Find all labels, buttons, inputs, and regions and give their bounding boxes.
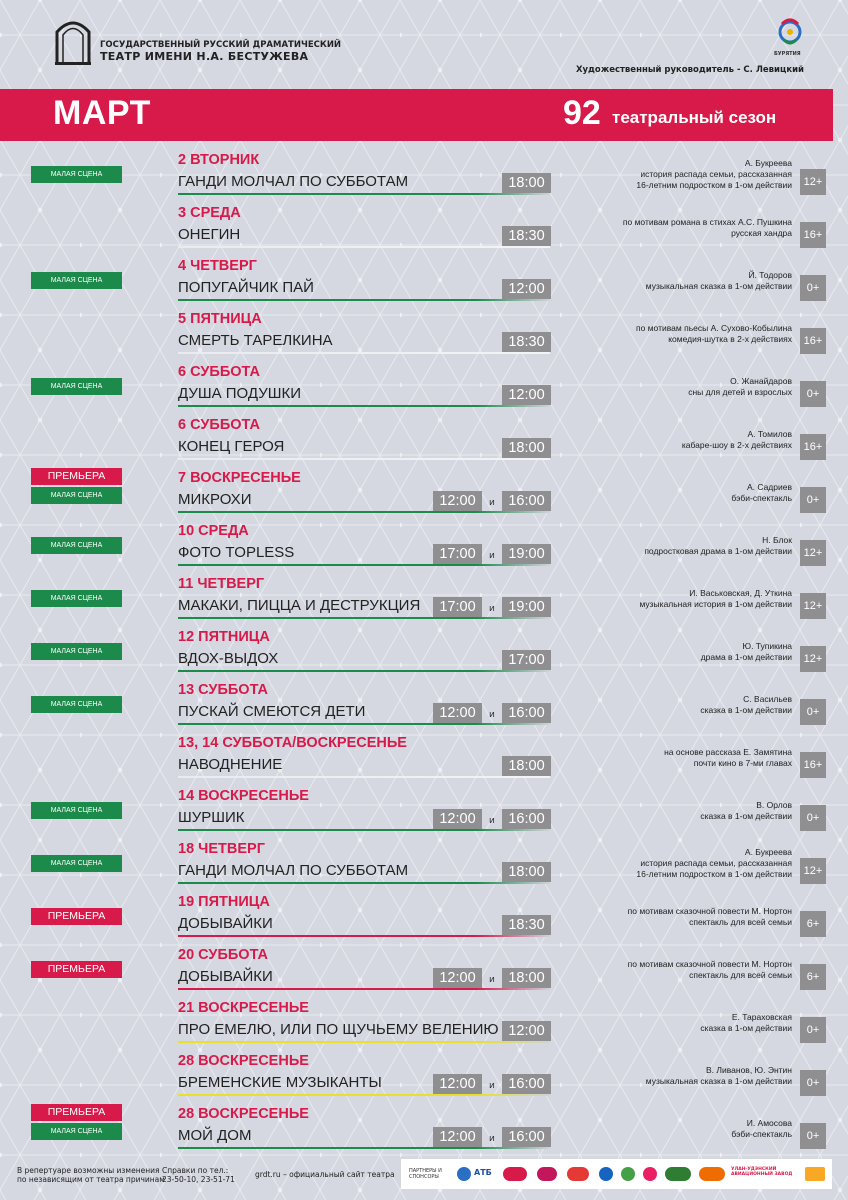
description-line: И. Амосова <box>746 1118 792 1128</box>
show-date: 5 ПЯТНИЦА <box>178 311 262 327</box>
small-stage-badge: МАЛАЯ СЦЕНА <box>31 643 122 660</box>
show-title[interactable]: МОЙ ДОМ <box>178 1127 252 1144</box>
description-line: А. Букреева <box>744 158 792 168</box>
showtime[interactable]: 19:00 <box>502 544 551 564</box>
show-date: 2 ВТОРНИК <box>178 152 260 168</box>
small-stage-badge: МАЛАЯ СЦЕНА <box>31 487 122 504</box>
description-line: 16-летним подростком в 1-ом действии <box>636 180 792 190</box>
showtime[interactable]: 12:00 <box>433 1127 482 1147</box>
month-title: МАРТ <box>53 94 151 132</box>
schedule-row[interactable] <box>0 415 848 467</box>
age-rating-badge: 0+ <box>800 1070 826 1096</box>
small-stage-badge: МАЛАЯ СЦЕНА <box>31 696 122 713</box>
schedule-row[interactable] <box>0 998 848 1050</box>
description-line: музыкальная сказка в 1-ом действии <box>645 1076 792 1086</box>
show-title[interactable]: МАКАКИ, ПИЦЦА И ДЕСТРУКЦИЯ <box>178 597 421 614</box>
time-connector: и <box>489 816 495 826</box>
description-line: по мотивам сказочной повести М. Нортон <box>627 906 792 916</box>
showtime[interactable]: 12:00 <box>433 968 482 988</box>
small-stage-badge: МАЛАЯ СЦЕНА <box>31 537 122 554</box>
footer-phones-numbers: 23-50-10, 23-51-71 <box>162 1175 235 1184</box>
partners-strip <box>401 1159 832 1189</box>
age-rating-badge: 12+ <box>800 646 826 672</box>
schedule-row[interactable] <box>0 733 848 785</box>
schedule-row[interactable] <box>0 468 848 520</box>
show-date: 18 ЧЕТВЕРГ <box>178 841 265 857</box>
theatre-name <box>100 39 341 63</box>
time-connector: и <box>489 498 495 508</box>
show-date: 28 ВОСКРЕСЕНЬЕ <box>178 1053 309 1069</box>
description-line: комедия-шутка в 2-х действиях <box>668 334 792 344</box>
show-date: 6 СУББОТА <box>178 417 260 433</box>
description-line: кабаре-шоу в 2-х действиях <box>681 440 792 450</box>
small-stage-badge: МАЛАЯ СЦЕНА <box>31 166 122 183</box>
age-rating-badge: 16+ <box>800 434 826 460</box>
artistic-director: Художественный руководитель - С. Левицкий <box>575 65 804 75</box>
age-rating-badge: 0+ <box>800 1123 826 1149</box>
showtime[interactable]: 18:30 <box>502 226 551 246</box>
description-line: музыкальная сказка в 1-ом действии <box>645 281 792 291</box>
partner-logo-icon <box>537 1167 557 1181</box>
row-underline <box>178 246 550 248</box>
show-description <box>512 535 792 557</box>
age-rating-badge: 6+ <box>800 911 826 937</box>
schedule-row[interactable] <box>0 786 848 838</box>
age-rating-badge: 12+ <box>800 858 826 884</box>
description-line: русская хандра <box>731 228 792 238</box>
season-label: театральный сезон <box>612 108 777 127</box>
show-date: 13 СУББОТА <box>178 682 268 698</box>
row-underline <box>178 617 550 619</box>
show-date: 19 ПЯТНИЦА <box>178 894 270 910</box>
show-description <box>512 270 792 292</box>
footer-notice-line: по независящим от театра причинам <box>17 1175 165 1184</box>
premiere-badge: ПРЕМЬЕРА <box>31 1104 122 1121</box>
show-description <box>512 158 792 191</box>
show-title[interactable]: МИКРОХИ <box>178 491 252 508</box>
description-line: А. Садриев <box>746 482 792 492</box>
buryatia-logo <box>772 14 808 54</box>
description-line: история распада семьи, рассказанная <box>640 169 792 179</box>
premiere-badge: ПРЕМЬЕРА <box>31 961 122 978</box>
theatre-name-line1: ГОСУДАРСТВЕННЫЙ РУССКИЙ ДРАМАТИЧЕСКИЙ <box>100 40 342 50</box>
showtime[interactable]: 18:30 <box>502 332 551 352</box>
description-line: по мотивам пьесы А. Сухово-Кобылина <box>636 323 792 333</box>
showtime[interactable]: 18:00 <box>502 756 551 776</box>
footer-notice <box>17 1166 165 1184</box>
age-rating-badge: 0+ <box>800 381 826 407</box>
show-date: 13, 14 СУББОТА/ВОСКРЕСЕНЬЕ <box>178 735 407 751</box>
show-title[interactable]: ДОБЫВАЙКИ <box>178 915 273 932</box>
age-rating-badge: 12+ <box>800 169 826 195</box>
showtime[interactable]: 18:30 <box>502 915 551 935</box>
showtime[interactable]: 18:00 <box>502 438 551 458</box>
row-underline <box>178 193 550 195</box>
schedule-row[interactable] <box>0 627 848 679</box>
showtime[interactable]: 17:00 <box>433 597 482 617</box>
description-line: 16-летним подростком в 1-ом действии <box>636 869 792 879</box>
age-rating-badge: 0+ <box>800 487 826 513</box>
row-underline <box>178 882 550 884</box>
time-connector: и <box>489 1081 495 1091</box>
partners-label <box>409 1168 442 1180</box>
description-line: сказка в 1-ом действии <box>700 705 792 715</box>
description-line: А. Томилов <box>747 429 792 439</box>
description-line: Ю. Тупикина <box>742 641 792 651</box>
small-stage-badge: МАЛАЯ СЦЕНА <box>31 802 122 819</box>
show-title[interactable]: ПУСКАЙ СМЕЮТСЯ ДЕТИ <box>178 703 366 720</box>
showtime[interactable]: 18:00 <box>502 862 551 882</box>
footer-phones <box>162 1166 235 1184</box>
row-underline <box>178 1094 550 1096</box>
theatre-logo <box>53 18 93 66</box>
row-underline <box>178 352 550 354</box>
showtime[interactable]: 18:00 <box>502 173 551 193</box>
show-title[interactable]: ВДОХ-ВЫДОХ <box>178 650 279 667</box>
small-stage-badge: МАЛАЯ СЦЕНА <box>31 1123 122 1140</box>
showtime[interactable]: 17:00 <box>433 544 482 564</box>
row-underline <box>178 458 550 460</box>
schedule-row[interactable] <box>0 839 848 891</box>
small-stage-badge: МАЛАЯ СЦЕНА <box>31 855 122 872</box>
schedule-row[interactable] <box>0 945 848 997</box>
description-line: бэби-спектакль <box>731 1129 792 1139</box>
showtime[interactable]: 12:00 <box>502 279 551 299</box>
showtime[interactable]: 16:00 <box>502 809 551 829</box>
age-rating-badge: 6+ <box>800 964 826 990</box>
row-underline <box>178 564 550 566</box>
show-description <box>512 217 792 239</box>
show-description <box>512 906 792 928</box>
partner-logo-icon <box>643 1167 657 1181</box>
description-line: на основе рассказа Е. Замятина <box>664 747 792 757</box>
showtime[interactable]: 19:00 <box>502 597 551 617</box>
description-line: Е. Тараховская <box>731 1012 792 1022</box>
partner-logo-icon <box>503 1167 527 1181</box>
show-date: 20 СУББОТА <box>178 947 268 963</box>
small-stage-badge: МАЛАЯ СЦЕНА <box>31 378 122 395</box>
show-description <box>512 1065 792 1087</box>
show-title[interactable]: ГАНДИ МОЛЧАЛ ПО СУББОТАМ <box>178 173 409 190</box>
schedule-row[interactable] <box>0 256 848 308</box>
show-date: 7 ВОСКРЕСЕНЬЕ <box>178 470 301 486</box>
show-description <box>512 747 792 769</box>
show-date: 14 ВОСКРЕСЕНЬЕ <box>178 788 309 804</box>
footer-notice-line: В репертуаре возможны изменения <box>17 1166 160 1175</box>
region-name: БУРЯТИЯ <box>774 51 801 57</box>
row-underline <box>178 988 550 990</box>
show-title[interactable]: НАВОДНЕНИЕ <box>178 756 283 773</box>
age-rating-badge: 16+ <box>800 328 826 354</box>
showtime[interactable]: 12:00 <box>433 703 482 723</box>
premiere-badge: ПРЕМЬЕРА <box>31 468 122 485</box>
show-date: 11 ЧЕТВЕРГ <box>178 576 265 592</box>
footer-site[interactable]: grdt.ru – официальный сайт театра <box>255 1170 395 1179</box>
showtime[interactable]: 18:00 <box>502 968 551 988</box>
show-description <box>512 641 792 663</box>
partner-logo-icon <box>699 1167 725 1181</box>
age-rating-badge: 0+ <box>800 275 826 301</box>
description-line: В. Орлов <box>756 800 792 810</box>
show-date: 3 СРЕДА <box>178 205 241 221</box>
show-description <box>512 847 792 880</box>
description-line: Й. Тодоров <box>748 270 792 280</box>
row-underline <box>178 935 550 937</box>
partner-uuaz-logo: УЛАН-УДЭНСКИЙ АВИАЦИОННЫЙ ЗАВОД <box>731 1167 793 1177</box>
show-date: 10 СРЕДА <box>178 523 249 539</box>
row-underline <box>178 1147 550 1149</box>
show-date: 21 ВОСКРЕСЕНЬЕ <box>178 1000 309 1016</box>
show-description <box>512 694 792 716</box>
age-rating-badge: 12+ <box>800 593 826 619</box>
show-description <box>512 800 792 822</box>
showtime[interactable]: 12:00 <box>433 1074 482 1094</box>
showtime[interactable]: 12:00 <box>433 809 482 829</box>
row-underline <box>178 670 550 672</box>
description-line: спектакль для всей семьи <box>689 970 792 980</box>
time-connector: и <box>489 551 495 561</box>
row-underline <box>178 829 550 831</box>
show-description <box>512 323 792 345</box>
show-description <box>512 1012 792 1034</box>
showtime[interactable]: 16:00 <box>502 1127 551 1147</box>
showtime[interactable]: 16:00 <box>502 1074 551 1094</box>
description-line: сны для детей и взрослых <box>688 387 792 397</box>
partner-logo-icon <box>567 1167 589 1181</box>
showtime[interactable]: 12:00 <box>502 385 551 405</box>
footer-phones-label: Справки по тел.: <box>162 1166 229 1175</box>
description-line: подростковая драма в 1-ом действии <box>644 546 792 556</box>
schedule-row[interactable] <box>0 892 848 944</box>
schedule-row[interactable] <box>0 680 848 732</box>
show-title[interactable]: СМЕРТЬ ТАРЕЛКИНА <box>178 332 333 349</box>
schedule-row[interactable] <box>0 521 848 573</box>
schedule-row[interactable] <box>0 362 848 414</box>
description-line: по мотивам романа в стихах А.С. Пушкина <box>622 217 792 227</box>
description-line: по мотивам сказочной повести М. Нортон <box>627 959 792 969</box>
show-description <box>512 959 792 981</box>
row-underline <box>178 776 550 778</box>
schedule-row[interactable] <box>0 150 848 202</box>
row-underline <box>178 511 550 513</box>
partners-label-line: СПОНСОРЫ <box>409 1174 439 1180</box>
show-description <box>512 429 792 451</box>
showtime[interactable]: 12:00 <box>433 491 482 511</box>
premiere-badge: ПРЕМЬЕРА <box>31 908 122 925</box>
description-line: драма в 1-ом действии <box>700 652 792 662</box>
partner-logo-icon <box>805 1167 825 1181</box>
show-title[interactable]: ДОБЫВАЙКИ <box>178 968 273 985</box>
show-description <box>512 1118 792 1140</box>
show-description <box>512 588 792 610</box>
partner-logo-icon <box>665 1167 691 1181</box>
show-description <box>512 482 792 504</box>
description-line: В. Ливанов, Ю. Энтин <box>706 1065 792 1075</box>
show-date: 12 ПЯТНИЦА <box>178 629 270 645</box>
row-underline <box>178 1041 550 1043</box>
row-underline <box>178 723 550 725</box>
age-rating-badge: 0+ <box>800 1017 826 1043</box>
schedule-row[interactable] <box>0 1051 848 1103</box>
small-stage-badge: МАЛАЯ СЦЕНА <box>31 590 122 607</box>
schedule-row[interactable] <box>0 309 848 361</box>
age-rating-badge: 16+ <box>800 222 826 248</box>
schedule-row[interactable] <box>0 1104 848 1156</box>
description-line: И. Васьковская, Д. Уткина <box>689 588 792 598</box>
row-underline <box>178 299 550 301</box>
theatre-name-line2: ТЕАТР ИМЕНИ Н.А. БЕСТУЖЕВА <box>100 50 309 63</box>
partner-atb-logo: АТБ <box>474 1168 492 1177</box>
time-connector: и <box>489 975 495 985</box>
showtime[interactable]: 16:00 <box>502 703 551 723</box>
schedule-row[interactable] <box>0 574 848 626</box>
time-connector: и <box>489 604 495 614</box>
showtime[interactable]: 12:00 <box>502 1021 551 1041</box>
show-title[interactable]: ПРО ЕМЕЛЮ, ИЛИ ПО ЩУЧЬЕМУ ВЕЛЕНИЮ <box>178 1021 499 1038</box>
show-description <box>512 376 792 398</box>
schedule-row[interactable] <box>0 203 848 255</box>
age-rating-badge: 0+ <box>800 699 826 725</box>
show-date: 4 ЧЕТВЕРГ <box>178 258 257 274</box>
time-connector: и <box>489 710 495 720</box>
show-title[interactable]: ШУРШИК <box>178 809 245 826</box>
description-line: Н. Блок <box>762 535 792 545</box>
description-line: сказка в 1-ом действии <box>700 1023 792 1033</box>
show-title[interactable]: ГАНДИ МОЛЧАЛ ПО СУББОТАМ <box>178 862 409 879</box>
show-date: 6 СУББОТА <box>178 364 260 380</box>
description-line: почти кино в 7-ми главах <box>693 758 792 768</box>
description-line: бэби-спектакль <box>731 493 792 503</box>
description-line: А. Букреева <box>744 847 792 857</box>
description-line: история распада семьи, рассказанная <box>640 858 792 868</box>
show-title[interactable]: ФОТО TOPLESS <box>178 544 295 561</box>
row-underline <box>178 405 550 407</box>
partner-logo-icon <box>457 1167 471 1181</box>
show-title[interactable]: ОНЕГИН <box>178 226 241 243</box>
age-rating-badge: 0+ <box>800 805 826 831</box>
description-line: музыкальная история в 1-ом действии <box>639 599 792 609</box>
description-line: сказка в 1-ом действии <box>700 811 792 821</box>
description-line: спектакль для всей семьи <box>689 917 792 927</box>
show-title[interactable]: ДУША ПОДУШКИ <box>178 385 302 402</box>
description-line: О. Жанайдаров <box>730 376 792 386</box>
partner-logo-icon <box>599 1167 613 1181</box>
age-rating-badge: 12+ <box>800 540 826 566</box>
showtime[interactable]: 16:00 <box>502 491 551 511</box>
season-number: 92 <box>563 94 601 132</box>
showtime[interactable]: 17:00 <box>502 650 551 670</box>
show-title[interactable]: КОНЕЦ ГЕРОЯ <box>178 438 285 455</box>
show-date: 28 ВОСКРЕСЕНЬЕ <box>178 1106 309 1122</box>
partners-label-line: ПАРТНЕРЫ И <box>409 1168 442 1174</box>
small-stage-badge: МАЛАЯ СЦЕНА <box>31 272 122 289</box>
description-line: С. Васильев <box>743 694 792 704</box>
age-rating-badge: 16+ <box>800 752 826 778</box>
show-title[interactable]: БРЕМЕНСКИЕ МУЗЫКАНТЫ <box>178 1074 382 1091</box>
partner-logo-icon <box>621 1167 635 1181</box>
time-connector: и <box>489 1134 495 1144</box>
show-title[interactable]: ПОПУГАЙЧИК ПАЙ <box>178 279 314 296</box>
